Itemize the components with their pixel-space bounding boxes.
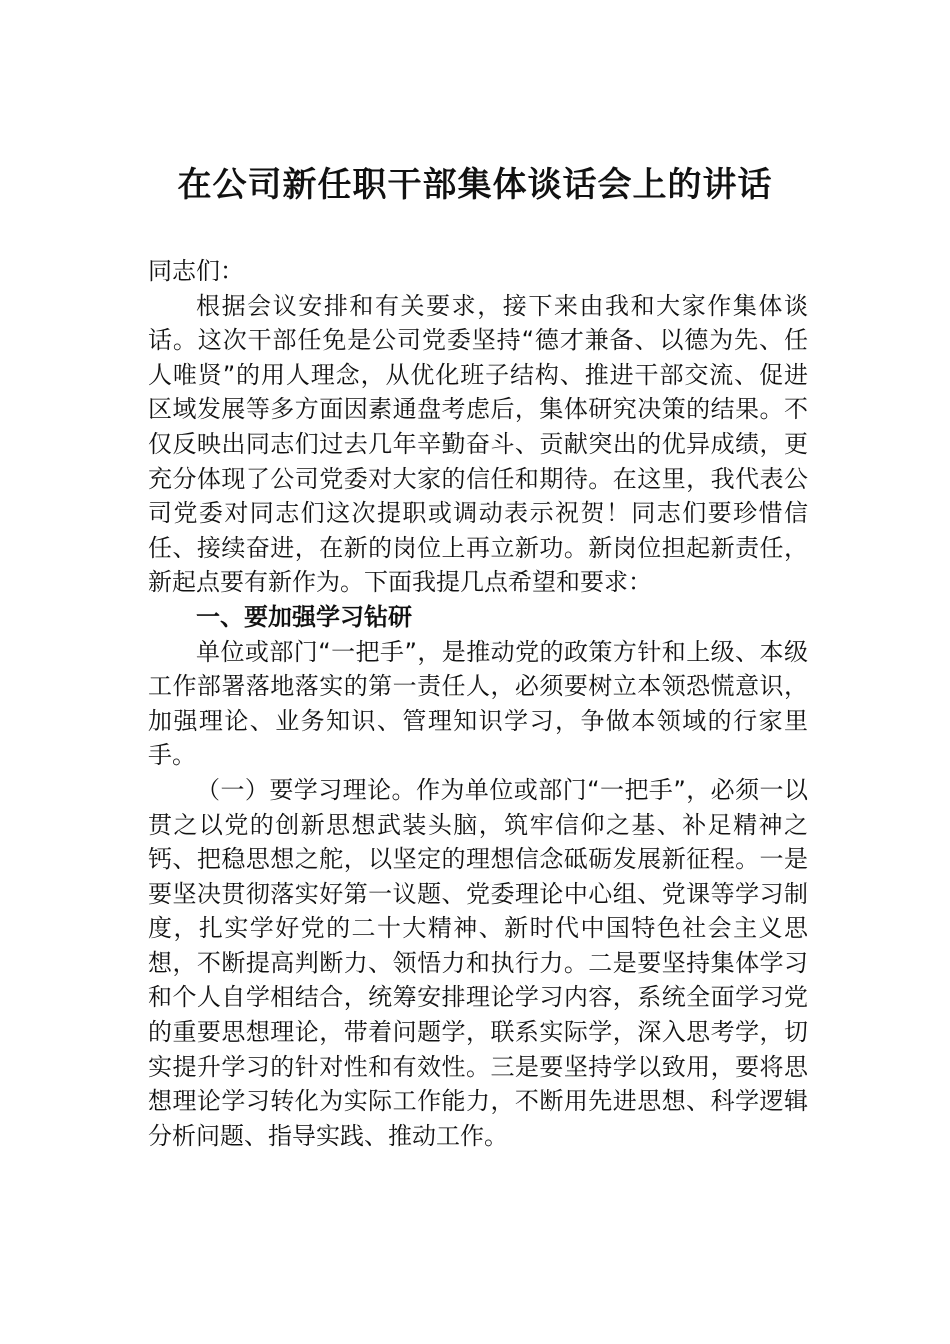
salutation: 同志们： bbox=[148, 257, 244, 285]
document-title: 在公司新任职干部集体谈话会上的讲话 bbox=[177, 165, 773, 205]
intro-paragraph: 根据会议安排和有关要求，接下来由我和大家作集体谈话。这次干部任免是公司党委坚持“德才兼备、以德为先、任人唯贤”的用人理念，从优化班子结构、推进干部交流、促进区域发展等多方面因素通盘考虑后，集体研究决策的结果。不仅反映出同志们过去几年辛勤奋斗、贡献突出的优异成绩，更充分体现了公司党委对大家的信任和期待。在这里，我代表公司党委对同志们这次提职或调动表示祝贺！同志们要珍惜信任、接续奋进，在新的岗位上再立新功。新岗位担起新责任，新起点要有新作为。下面我提几点希望和要求： bbox=[148, 291, 808, 597]
section-paragraph: 单位或部门“一把手”，是推动党的政策方针和上级、本级工作部署落地落实的第一责任人，必须要树立本领恐慌意识，加强理论、业务知识、管理知识学习，争做本领域的行家里手。 bbox=[148, 637, 808, 770]
document-body bbox=[148, 254, 808, 1153]
section-heading-1: 一、要加强学习钻研 bbox=[196, 602, 412, 631]
subsection-paragraph: （一）要学习理论。作为单位或部门“一把手”，必须一以贯之以党的创新思想武装头脑，筑牢信仰之基、补足精神之钙、把稳思想之舵，以坚定的理想信念砥砺发展新征程。一是要坚决贯彻落实好第一议题、党委理论中心组、党课等学习制度，扎实学好党的二十大精神、新时代中国特色社会主义思想，不断提高判断力、领悟力和执行力。二是要坚持集体学习和个人自学相结合，统筹安排理论学习内容，系统全面学习党的重要思想理论，带着问题学，联系实际学，深入思考学，切实提升学习的针对性和有效性。三是要坚持学以致用，要将思想理论学习转化为实际工作能力，不断用先进思想、科学逻辑分析问题、指导实践、推动工作。 bbox=[148, 775, 808, 1150]
